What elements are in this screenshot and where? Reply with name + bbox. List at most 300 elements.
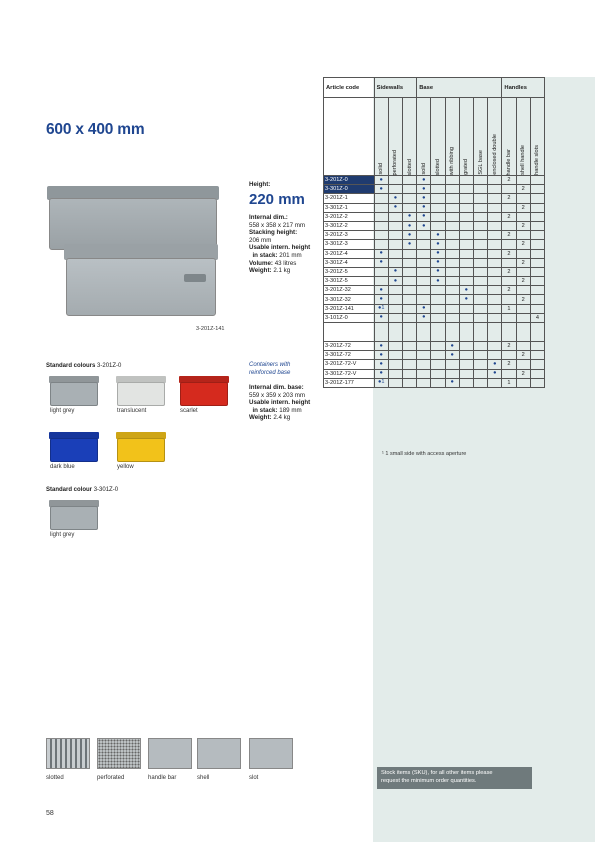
table-cell	[374, 240, 388, 249]
table-cell	[459, 360, 473, 369]
subheader-4: slotted	[431, 98, 445, 176]
colour-swatch	[50, 376, 98, 406]
thumbnail-label: handle bar	[148, 775, 177, 781]
feature-dot: ●	[374, 351, 388, 360]
spacer-cell	[459, 323, 473, 342]
table-cell	[403, 185, 417, 194]
table-cell	[431, 304, 445, 313]
table-row	[324, 194, 545, 203]
feature-dot: ●	[403, 212, 417, 221]
subheader-8: enclosed double	[488, 98, 502, 176]
table-cell	[530, 351, 544, 360]
stock-note: Stock items (SKU), for all other items please request the minimum order quantities.	[377, 767, 532, 789]
table-cell	[459, 221, 473, 230]
table-cell	[459, 378, 473, 387]
table-cell	[473, 212, 487, 221]
handle-count: 2	[502, 286, 516, 295]
feature-dot: ●	[388, 277, 402, 286]
table-row	[324, 378, 545, 387]
table-cell	[488, 221, 502, 230]
table-row	[324, 203, 545, 212]
standard-colour-label: Standard colour 3-301Z-0	[46, 487, 119, 493]
table-cell	[530, 378, 544, 387]
table-cell	[516, 212, 530, 221]
table-cell	[445, 369, 459, 378]
table-cell	[530, 277, 544, 286]
article-code: 3-201Z-2	[324, 212, 375, 221]
table-cell	[502, 221, 516, 230]
table-cell	[530, 286, 544, 295]
spec-block-2: Internal dim. base: 559 x 359 x 203 mm Usable intern. height in stack: 189 mm Weight: 2.4 kg	[249, 384, 311, 422]
table-cell	[530, 185, 544, 194]
handle-count: 2	[502, 176, 516, 185]
article-code: 3-301Z-0	[324, 185, 375, 194]
table-cell	[488, 351, 502, 360]
table-cell	[445, 286, 459, 295]
table-cell	[445, 360, 459, 369]
table-cell	[473, 240, 487, 249]
table-cell	[502, 277, 516, 286]
table-cell	[473, 295, 487, 304]
page-title: 600 x 400 mm	[46, 121, 145, 138]
thumbnail-slotted	[46, 738, 90, 769]
table-row	[324, 313, 545, 322]
spacer-cell	[324, 323, 375, 342]
table-cell	[417, 378, 431, 387]
table-cell	[445, 203, 459, 212]
table-row	[324, 267, 545, 276]
table-row	[324, 369, 545, 378]
table-cell	[388, 258, 402, 267]
feature-dot: ●	[417, 212, 431, 221]
feature-dot: ●	[374, 342, 388, 351]
table-cell	[388, 176, 402, 185]
thumbnail-perforated	[97, 738, 141, 769]
table-cell	[459, 342, 473, 351]
table-cell	[488, 240, 502, 249]
feature-dot: ●	[488, 360, 502, 369]
table-cell	[459, 369, 473, 378]
table-cell	[431, 295, 445, 304]
table-cell	[516, 194, 530, 203]
spacer-cell	[502, 323, 516, 342]
page-number: 58	[46, 810, 54, 817]
table-cell	[403, 194, 417, 203]
feature-dot: ●	[417, 221, 431, 230]
table-cell	[473, 351, 487, 360]
subheader-11: handle slots	[530, 98, 544, 176]
feature-dot: ●	[388, 267, 402, 276]
table-cell	[473, 313, 487, 322]
table-cell	[417, 295, 431, 304]
table-cell	[459, 313, 473, 322]
handle-count: 4	[530, 313, 544, 322]
table-cell	[488, 249, 502, 258]
table-cell	[516, 176, 530, 185]
table-row	[324, 351, 545, 360]
spacer-cell	[445, 323, 459, 342]
reinforced-note: Containers with reinforced base	[249, 362, 291, 376]
feature-dot: ●	[417, 203, 431, 212]
header-article-code: Article code	[324, 78, 375, 98]
table-cell	[516, 360, 530, 369]
table-cell	[388, 378, 402, 387]
table-cell	[445, 295, 459, 304]
table-cell	[530, 360, 544, 369]
table-cell	[417, 369, 431, 378]
table-cell	[403, 378, 417, 387]
subheader-3: solid	[417, 98, 431, 176]
table-cell	[431, 360, 445, 369]
table-cell	[516, 286, 530, 295]
article-code: 3-301Z-32	[324, 295, 375, 304]
table-row	[324, 342, 545, 351]
handle-count: 2	[516, 351, 530, 360]
table-cell	[374, 221, 388, 230]
table-cell	[459, 277, 473, 286]
handle-count: 2	[502, 267, 516, 276]
spacer-cell	[431, 323, 445, 342]
feature-dot: ●	[417, 313, 431, 322]
table-cell	[374, 231, 388, 240]
feature-dot: ●	[431, 267, 445, 276]
table-cell	[473, 267, 487, 276]
table-cell	[473, 277, 487, 286]
table-row	[324, 221, 545, 230]
table-cell	[374, 277, 388, 286]
article-code: 3-201Z-141	[324, 304, 375, 313]
article-code: 3-201Z-4	[324, 249, 375, 258]
colour-name: scarlet	[180, 408, 198, 414]
table-cell	[459, 258, 473, 267]
table-cell	[374, 212, 388, 221]
colour-name: yellow	[117, 464, 134, 470]
table-cell	[417, 360, 431, 369]
table-row	[324, 240, 545, 249]
table-cell	[502, 313, 516, 322]
table-cell	[488, 231, 502, 240]
handle-count: 2	[502, 342, 516, 351]
table-cell	[473, 249, 487, 258]
table-cell	[502, 369, 516, 378]
spec-block-1: Internal dim.: 558 x 358 x 217 mm Stacking height: 206 mm Usable intern. height in stack: 201 mm Volume: 43 litres Weight: 2.1 kg	[249, 214, 311, 275]
thumbnail-label: shell	[197, 775, 210, 781]
table-cell	[473, 221, 487, 230]
table-cell	[388, 221, 402, 230]
table-cell	[488, 286, 502, 295]
table-cell	[516, 231, 530, 240]
table-cell	[530, 212, 544, 221]
table-cell	[488, 277, 502, 286]
colour-swatch	[50, 500, 98, 530]
crate-front	[66, 244, 216, 316]
article-code: 3-201Z-177	[324, 378, 375, 387]
table-cell	[445, 267, 459, 276]
feature-dot: ●	[417, 304, 431, 313]
table-cell	[473, 203, 487, 212]
table-cell	[417, 351, 431, 360]
feature-dot: ●	[403, 231, 417, 240]
table-cell	[516, 342, 530, 351]
subheader-6: grated	[459, 98, 473, 176]
subheader-2: slotted	[403, 98, 417, 176]
handle-count: 2	[502, 212, 516, 221]
table-row	[324, 176, 545, 185]
colour-swatch	[50, 432, 98, 462]
feature-dot: ●	[431, 258, 445, 267]
header-sidewalls: Sidewalls	[374, 78, 417, 98]
feature-dot: ●	[374, 295, 388, 304]
table-cell	[459, 231, 473, 240]
table-cell	[530, 194, 544, 203]
table-cell	[473, 360, 487, 369]
table-cell	[488, 378, 502, 387]
table-cell	[403, 267, 417, 276]
table-cell	[417, 267, 431, 276]
spacer-cell	[516, 323, 530, 342]
subheader-10: shell handle	[516, 98, 530, 176]
table-cell	[530, 342, 544, 351]
colour-swatch	[117, 376, 165, 406]
table-cell	[530, 221, 544, 230]
feature-dot: ●1	[374, 304, 388, 313]
table-cell	[388, 212, 402, 221]
table-cell	[431, 286, 445, 295]
feature-dot: ●	[403, 240, 417, 249]
table-cell	[445, 176, 459, 185]
table-row	[324, 286, 545, 295]
table-cell	[530, 304, 544, 313]
table-cell	[388, 313, 402, 322]
table-cell	[445, 313, 459, 322]
table-cell	[530, 231, 544, 240]
table-cell	[374, 203, 388, 212]
handle-count: 2	[516, 221, 530, 230]
table-cell	[488, 304, 502, 313]
table-cell	[459, 185, 473, 194]
table-cell	[417, 286, 431, 295]
table-cell	[431, 221, 445, 230]
article-code: 3-201Z-72	[324, 342, 375, 351]
feature-dot: ●	[417, 176, 431, 185]
table-cell	[431, 194, 445, 203]
spacer-cell	[374, 323, 388, 342]
spacer-cell	[417, 323, 431, 342]
thumbnail-slot	[249, 738, 293, 769]
table-cell	[431, 378, 445, 387]
feature-dot: ●	[417, 185, 431, 194]
spec-height-label: Height:	[249, 181, 271, 188]
table-cell	[530, 240, 544, 249]
table-row	[324, 212, 545, 221]
footnote: ¹ 1 small side with access aperture	[382, 451, 467, 457]
table-cell	[516, 378, 530, 387]
article-code: 3-301Z-72-V	[324, 369, 375, 378]
table-cell	[530, 295, 544, 304]
spacer-cell	[488, 323, 502, 342]
image-caption: 3-201Z-141	[196, 326, 225, 332]
spacer-cell	[388, 323, 402, 342]
table-cell	[445, 194, 459, 203]
table-cell	[516, 313, 530, 322]
table-cell	[473, 176, 487, 185]
table-cell	[374, 194, 388, 203]
feature-dot: ●	[445, 342, 459, 351]
table-cell	[431, 369, 445, 378]
table-cell	[403, 342, 417, 351]
table-cell	[516, 249, 530, 258]
table-cell	[459, 351, 473, 360]
table-row	[324, 249, 545, 258]
feature-dot: ●	[445, 351, 459, 360]
feature-dot: ●	[431, 240, 445, 249]
table-cell	[473, 378, 487, 387]
feature-dot: ●	[388, 203, 402, 212]
table-cell	[445, 231, 459, 240]
feature-dot: ●	[374, 249, 388, 258]
table-cell	[530, 369, 544, 378]
table-cell	[473, 194, 487, 203]
table-cell	[488, 258, 502, 267]
table-cell	[403, 203, 417, 212]
table-cell	[459, 194, 473, 203]
table-cell	[502, 203, 516, 212]
table-cell	[431, 313, 445, 322]
handle-count: 2	[516, 258, 530, 267]
spacer-cell	[403, 323, 417, 342]
handle-count: 2	[516, 203, 530, 212]
handle-count: 2	[502, 249, 516, 258]
table-row	[324, 295, 545, 304]
table-cell	[502, 295, 516, 304]
handle-count: 2	[516, 277, 530, 286]
feature-dot: ●	[403, 221, 417, 230]
table-cell	[459, 212, 473, 221]
table-cell	[459, 267, 473, 276]
table-cell	[473, 231, 487, 240]
handle-count: 1	[502, 304, 516, 313]
table-cell	[388, 342, 402, 351]
table-cell	[473, 342, 487, 351]
table-cell	[502, 351, 516, 360]
table-cell	[488, 194, 502, 203]
handle-count: 2	[516, 369, 530, 378]
table-row	[324, 277, 545, 286]
article-code: 3-201Z-32	[324, 286, 375, 295]
article-code: 3-201Z-72-V	[324, 360, 375, 369]
table-cell	[502, 258, 516, 267]
colour-name: light grey	[50, 532, 75, 538]
table-cell	[403, 258, 417, 267]
subheader-5: with ribbing	[445, 98, 459, 176]
table-cell	[488, 295, 502, 304]
table-cell	[403, 295, 417, 304]
feature-dot: ●	[445, 378, 459, 387]
table-cell	[445, 258, 459, 267]
table-cell	[403, 313, 417, 322]
table-cell	[488, 342, 502, 351]
table-cell	[488, 212, 502, 221]
article-code: 3-301Z-4	[324, 258, 375, 267]
feature-dot: ●	[374, 313, 388, 322]
crate-back	[49, 186, 217, 250]
feature-dot: ●	[459, 295, 473, 304]
table-cell	[502, 240, 516, 249]
table-cell	[431, 185, 445, 194]
table-row	[324, 231, 545, 240]
table-cell	[530, 203, 544, 212]
thumbnail-label: perforated	[97, 775, 125, 781]
table-cell	[488, 203, 502, 212]
table-cell	[431, 212, 445, 221]
table-cell	[431, 203, 445, 212]
feature-dot: ●	[388, 194, 402, 203]
table-cell	[388, 360, 402, 369]
article-code: 3-301Z-3	[324, 240, 375, 249]
article-code: 3-201Z-0	[324, 176, 375, 185]
feature-dot: ●	[431, 249, 445, 258]
table-cell	[403, 286, 417, 295]
feature-dot: ●	[374, 185, 388, 194]
table-row	[324, 258, 545, 267]
spacer-cell	[530, 323, 544, 342]
table-cell	[459, 304, 473, 313]
header-handles: Handles	[502, 78, 545, 98]
feature-dot: ●1	[374, 378, 388, 387]
handle-count: 2	[516, 240, 530, 249]
header-base: Base	[417, 78, 502, 98]
feature-dot: ●	[374, 360, 388, 369]
handle-count: 2	[502, 194, 516, 203]
thumbnail-handle-bar	[148, 738, 192, 769]
table-cell	[388, 231, 402, 240]
table-row	[324, 304, 545, 313]
spacer-cell	[473, 323, 487, 342]
feature-dot: ●	[459, 286, 473, 295]
table-cell	[417, 249, 431, 258]
feature-dot: ●	[488, 369, 502, 378]
table-cell	[473, 369, 487, 378]
table-cell	[473, 304, 487, 313]
feature-dot: ●	[417, 194, 431, 203]
table-row	[324, 185, 545, 194]
table-cell	[445, 249, 459, 258]
table-cell	[417, 240, 431, 249]
table-cell	[431, 351, 445, 360]
table-cell	[459, 203, 473, 212]
table-cell	[388, 249, 402, 258]
table-cell	[445, 240, 459, 249]
handle-count: 2	[502, 360, 516, 369]
colour-swatch	[180, 376, 228, 406]
table-cell	[516, 304, 530, 313]
table-cell	[459, 240, 473, 249]
table-cell	[502, 185, 516, 194]
table-cell	[530, 258, 544, 267]
table-cell	[403, 277, 417, 286]
table-cell	[488, 185, 502, 194]
table-cell	[417, 231, 431, 240]
table-cell	[403, 249, 417, 258]
table-cell	[388, 351, 402, 360]
table-cell	[374, 267, 388, 276]
table-row	[324, 360, 545, 369]
table-cell	[403, 351, 417, 360]
thumbnail-shell	[197, 738, 241, 769]
table-cell	[417, 277, 431, 286]
article-code: 3-301Z-72	[324, 351, 375, 360]
subheader-7: SGL base	[473, 98, 487, 176]
